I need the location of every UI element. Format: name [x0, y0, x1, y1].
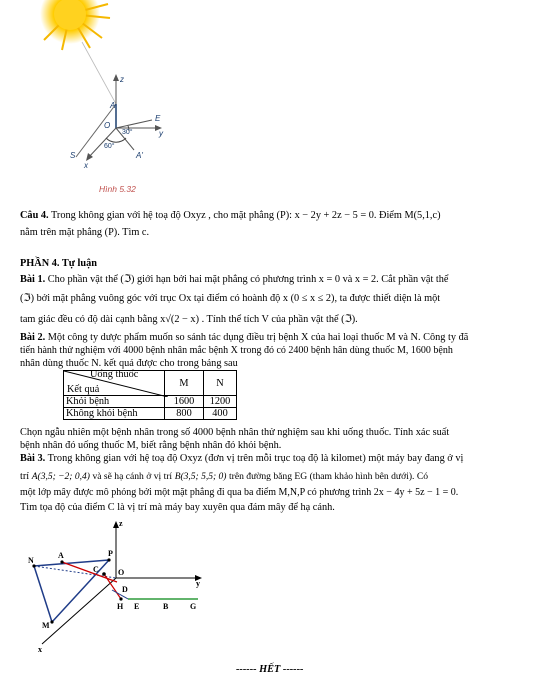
- point-h-marker: [119, 597, 122, 600]
- point-b: B(3,5; 5,5; 0): [174, 472, 227, 482]
- bai2-after1: Chọn ngẫu nhiên một bệnh nhân trong số 4000 bệnh nhân thử nghiệm sau khi uống thuốc. Tính xác suất: [20, 427, 450, 438]
- fig2-label-h: H: [117, 602, 124, 611]
- bai3-label: Bài 3.: [20, 453, 46, 464]
- fig1-label-z: z: [120, 75, 124, 84]
- col-header-n: N: [204, 371, 237, 396]
- cau4-text1: Trong không gian với hệ toạ độ Oxyz , cho mặt phẳng (P): x − 2y + 2z − 5 = 0. Điểm M(5,1,c): [51, 210, 441, 221]
- figure-airplane-cloud: [20, 520, 220, 655]
- fig1-angle-60: 60°: [104, 143, 115, 150]
- corner-top-label: Uống thuốc: [90, 369, 139, 380]
- fig2-label-p: P: [108, 549, 113, 558]
- fig1-label-s: S: [70, 151, 76, 160]
- fig1-label-x: x: [84, 161, 88, 170]
- fig2-label-d: D: [122, 585, 128, 594]
- table-header-row: [64, 371, 237, 396]
- bai3-line3: một lớp mây được mô phỏng bởi một mặt phẳng đi qua ba điểm M,N,P có phương trình 2x − 4y + 5z − 1 = 0.: [20, 487, 459, 498]
- fig2-label-o: O: [118, 568, 125, 577]
- fig2-label-g: G: [190, 602, 197, 611]
- bai2-text1: Một công ty dược phẩm muốn so sánh tác dụng điều trị bệnh X của hai loại thuốc M và N. Công ty đã: [47, 332, 469, 343]
- fig2-label-m: M: [42, 621, 50, 630]
- bai1-line2: (ℑ) bởi mặt phẳng vuông góc với trục Ox tại điểm có hoành độ x (0 ≤ x ≤ 2), ta được thiết diện là một: [20, 293, 441, 304]
- cau4-line2: nằm trên mặt phẳng (P). Tìm c.: [20, 227, 150, 238]
- cell-value: 800: [165, 408, 204, 420]
- edge-nm: [34, 566, 52, 622]
- fig2-label-e: E: [134, 602, 140, 611]
- part4-title: PHẦN 4. Tự luận: [20, 258, 97, 269]
- bai2-line2: tiến hành thử nghiệm với 4000 bệnh nhân mắc bệnh X trong đó có 2400 bệnh hân dùng thuốc M, 1600 bệnh: [20, 345, 453, 356]
- fig2-x-axis: [42, 578, 116, 644]
- bai1-label: Bài 1.: [20, 274, 46, 285]
- fig1-label-a: A: [110, 101, 116, 110]
- fig1-label-o: O: [104, 121, 111, 130]
- end-marker: ------ HẾT ------: [236, 664, 304, 675]
- fig2-label-n: N: [28, 556, 34, 565]
- bai2-line1: [20, 331, 468, 344]
- corner-bottom-label: Kết quả: [67, 384, 100, 395]
- fig2-label-b: B: [163, 602, 169, 611]
- oe-segment: [116, 120, 152, 128]
- point-c-marker: [102, 572, 106, 576]
- fig2-label-a: A: [58, 551, 64, 560]
- figure-5-32: [40, 0, 210, 175]
- cell-value: 1600: [165, 396, 204, 408]
- col-header-m: M: [165, 371, 204, 396]
- fig1-angle-30: 30°: [122, 129, 133, 136]
- cell-value: 1200: [204, 396, 237, 408]
- bai2-label: Bài 2.: [20, 332, 46, 343]
- flight-path: [62, 562, 117, 582]
- angle-arc-60: [106, 138, 126, 142]
- fig2-label-z: z: [119, 520, 123, 528]
- results-table: [63, 370, 237, 420]
- bai1-text1: Cho phần vật thể (ℑ) giới hạn bởi hai mặt phẳng có phương trình x = 0 và x = 2. Cắt phần vật thể: [47, 274, 449, 285]
- bai1-line1: [20, 273, 449, 286]
- bai3-text2b: và sẽ hạ cánh ở vị trí: [92, 471, 173, 482]
- bai3-line1: [20, 452, 463, 465]
- dashed-n-o: [34, 566, 116, 578]
- bai3-line2: [20, 470, 428, 484]
- bai3-line4: Tìm tọa độ của điểm C là vị trí mà máy bay xuyên qua đám mây để hạ cánh.: [20, 502, 335, 513]
- point-a-marker: [60, 560, 63, 563]
- ray-sun-a: [82, 42, 116, 104]
- figure-caption: Hình 5.32: [99, 184, 136, 194]
- table-corner-cell: [64, 371, 165, 396]
- table-row: [64, 408, 237, 420]
- row-label: Khỏi bệnh: [64, 396, 165, 408]
- bai3-text1: Trong không gian với hệ toạ độ Oxyz (đơn vị trên mỗi trục toạ độ là kilomet) một máy bay đang ở vị: [47, 453, 464, 464]
- cau4-label: Câu 4.: [20, 210, 49, 221]
- point-a: A(3,5; −2; 0,4): [31, 472, 90, 482]
- point-p-marker: [107, 558, 110, 561]
- bai2-line3: nhân dùng thuốc N. kết quả được cho trong bảng sau: [20, 358, 238, 369]
- point-m-marker: [50, 620, 53, 623]
- cau4-line1: [20, 209, 441, 222]
- bai3-text2a: trí: [20, 471, 30, 482]
- table-row: [64, 396, 237, 408]
- fig2-label-y: y: [196, 579, 200, 588]
- cell-value: 400: [204, 408, 237, 420]
- sun-icon: [40, 0, 110, 50]
- fig1-label-aprime: A': [136, 151, 143, 160]
- fig1-label-y: y: [159, 129, 163, 138]
- row-label: Không khỏi bệnh: [64, 408, 165, 420]
- bai3-text2c: trên đường băng EG (tham khảo hình bên dưới). Có: [228, 471, 429, 482]
- bai1-line3: tam giác đều có độ dài cạnh bằng x√(2 − x) . Tính thể tích V của phần vật thể (ℑ).: [20, 314, 358, 325]
- bai2-after2: bệnh nhân đó uống thuốc M, biết rằng bệnh nhân đó khỏi bệnh.: [20, 440, 282, 451]
- fig2-label-c: C: [93, 565, 99, 574]
- fig2-label-x: x: [38, 645, 42, 654]
- fig1-label-e: E: [155, 114, 161, 123]
